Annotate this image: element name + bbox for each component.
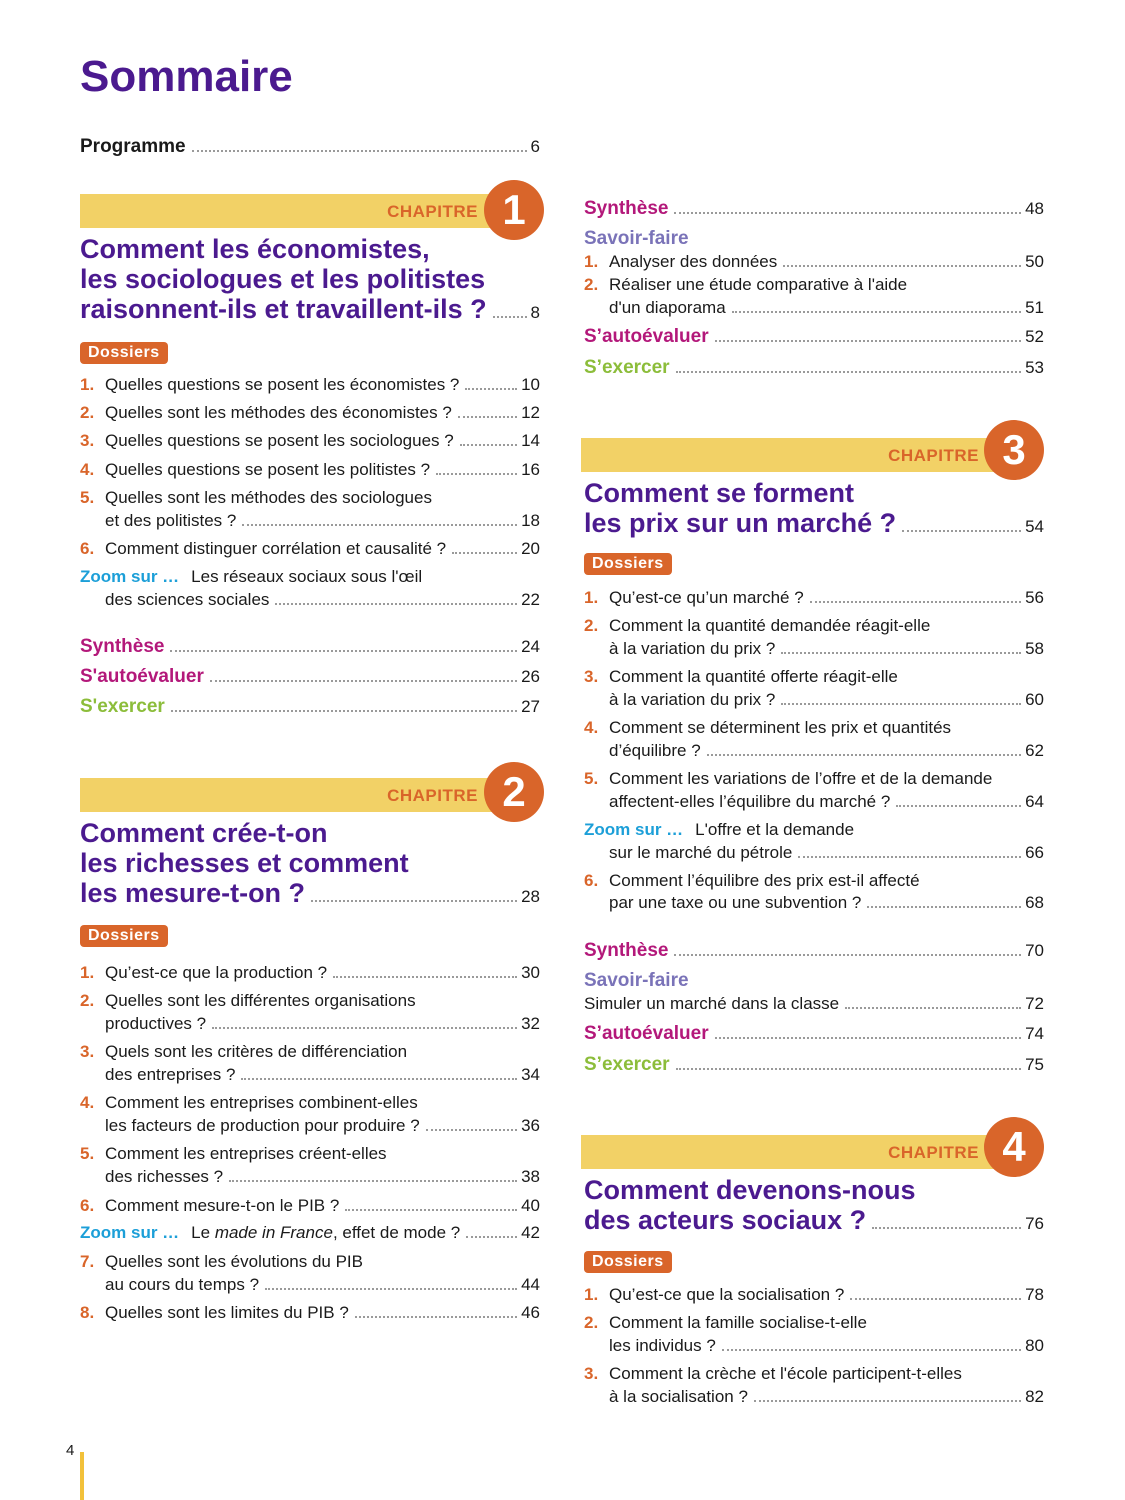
toc-entry[interactable]: 8. Quelles sont les limites du PIB ? 46 xyxy=(80,1303,540,1322)
page-number: 54 xyxy=(1025,517,1044,536)
chapter-2-bar xyxy=(80,778,520,812)
chapter-1-bar xyxy=(80,194,520,228)
chapter-3-title-line[interactable]: Comment se forment xyxy=(584,478,855,508)
zoom-label: Zoom sur … xyxy=(584,820,684,839)
chapter-2-title-line[interactable]: Comment crée-t-on xyxy=(80,818,328,848)
toc-entry-line[interactable]: 2. Comment la famille socialise-t-elle xyxy=(584,1313,867,1332)
toc-entry[interactable]: affectent-elles l’équilibre du marché ? 64 xyxy=(609,792,1044,811)
toc-entry[interactable]: les facteurs de production pour produire ? 36 xyxy=(105,1116,540,1135)
toc-entry-line[interactable]: 2. Réaliser une étude comparative à l'aide xyxy=(584,275,908,294)
toc-entry-line[interactable]: 5. Comment les entreprises créent-elles xyxy=(80,1144,387,1163)
zoom-label: Zoom sur … xyxy=(80,567,180,586)
toc-entry[interactable]: 6. Comment mesure-t-on le PIB ? 40 xyxy=(80,1196,540,1215)
toc-entry[interactable]: 3. Quelles questions se posent les sociologues ? 14 xyxy=(80,431,540,450)
toc-entry-line[interactable]: 3. Comment la crèche et l'école participent-t-elles xyxy=(584,1364,962,1383)
dossiers-badge: Dossiers xyxy=(80,342,168,364)
zoom-entry-line[interactable]: Zoom sur … Les réseaux sociaux sous l'œil xyxy=(80,567,423,586)
page-footer-bar xyxy=(80,1452,84,1500)
chapter-4-number: 4 xyxy=(984,1117,1044,1177)
zoom-entry[interactable]: sur le marché du pétrole 66 xyxy=(609,843,1044,862)
toc-entry-line[interactable]: 5. Comment les variations de l’offre et de la demande xyxy=(584,769,993,788)
page-number: 8 xyxy=(530,303,540,322)
chapter-2-title-entry[interactable] xyxy=(80,878,540,908)
zoom-entry-line[interactable]: Zoom sur … L'offre et la demande xyxy=(584,820,855,839)
chapter-label: CHAPITRE xyxy=(387,786,478,805)
chapter-label: CHAPITRE xyxy=(888,1143,979,1162)
chapter-1-title-line: raisonnent-ils et travaillent-ils ? xyxy=(80,294,487,324)
toc-entry[interactable]: 1. Qu’est-ce qu’un marché ? 56 xyxy=(584,588,1044,607)
toc-entry[interactable]: 1. Qu’est-ce que la production ? 30 xyxy=(80,963,540,982)
toc-entry-line[interactable]: 2. Comment la quantité demandée réagit-elle xyxy=(584,616,931,635)
chapter-3-title-line: les prix sur un marché ? xyxy=(584,508,897,538)
dossiers-badge: Dossiers xyxy=(584,553,672,575)
chapter-1-number: 1 xyxy=(484,180,544,240)
chapter-label: CHAPITRE xyxy=(387,202,478,221)
page-number: 28 xyxy=(521,887,540,906)
chapter-2-title-line[interactable]: les richesses et comment xyxy=(80,848,409,878)
exercer-entry[interactable]: S’exercer 75 xyxy=(584,1054,1044,1075)
toc-entry-line[interactable]: 2. Quelles sont les différentes organisations xyxy=(80,991,416,1010)
savoir-faire-heading: Savoir-faire xyxy=(584,970,689,991)
zoom-entry[interactable]: Zoom sur … Le made in France, effet de mode ? 42 xyxy=(80,1223,540,1242)
toc-entry[interactable]: 2. Quelles sont les méthodes des économistes ? 12 xyxy=(80,403,540,422)
page-number: 76 xyxy=(1025,1214,1044,1233)
chapter-label: CHAPITRE xyxy=(888,446,979,465)
toc-entry[interactable]: d’équilibre ? 62 xyxy=(609,741,1044,760)
savoir-faire-heading: Savoir-faire xyxy=(584,228,689,249)
chapter-2-number: 2 xyxy=(484,762,544,822)
toc-entry-line[interactable]: 4. Comment se déterminent les prix et quantités xyxy=(584,718,952,737)
exercer-entry[interactable]: S'exercer 27 xyxy=(80,696,540,717)
programme-entry[interactable] xyxy=(80,136,540,158)
page-number: 6 xyxy=(530,137,540,156)
toc-entry[interactable]: et des politistes ? 18 xyxy=(105,511,540,530)
page-number-footer: 4 xyxy=(66,1442,75,1459)
chapter-3-number: 3 xyxy=(984,420,1044,480)
toc-entry[interactable]: 4. Quelles questions se posent les politistes ? 16 xyxy=(80,460,540,479)
dossiers-badge: Dossiers xyxy=(80,925,168,947)
programme-label: Programme xyxy=(80,136,186,157)
toc-entry[interactable]: 1. Quelles questions se posent les économistes ? 10 xyxy=(80,375,540,394)
chapter-4-title-entry[interactable] xyxy=(584,1205,1044,1235)
autoevaluer-entry[interactable]: S’autoévaluer 74 xyxy=(584,1023,1044,1044)
toc-entry[interactable]: à la variation du prix ? 60 xyxy=(609,690,1044,709)
toc-entry[interactable]: Simuler un marché dans la classe 72 xyxy=(584,994,1044,1013)
toc-entry[interactable]: les individus ? 80 xyxy=(609,1336,1044,1355)
chapter-2-title-line: les mesure-t-on ? xyxy=(80,878,306,908)
toc-entry[interactable]: par une taxe ou une subvention ? 68 xyxy=(609,893,1044,912)
toc-entry-line[interactable]: 3. Quels sont les critères de différenciation xyxy=(80,1042,408,1061)
toc-entry-line[interactable]: 6. Comment l’équilibre des prix est-il affecté xyxy=(584,871,920,890)
toc-entry[interactable]: des richesses ? 38 xyxy=(105,1167,540,1186)
synthese-entry[interactable]: Synthèse 70 xyxy=(584,940,1044,961)
toc-entry[interactable]: d'un diaporama 51 xyxy=(609,298,1044,317)
toc-entry[interactable]: à la socialisation ? 82 xyxy=(609,1387,1044,1406)
toc-entry-line[interactable]: 3. Comment la quantité offerte réagit-elle xyxy=(584,667,898,686)
toc-entry[interactable]: 1. Qu’est-ce que la socialisation ? 78 xyxy=(584,1285,1044,1304)
toc-entry[interactable]: à la variation du prix ? 58 xyxy=(609,639,1044,658)
toc-entry[interactable]: des entreprises ? 34 xyxy=(105,1065,540,1084)
toc-entry[interactable]: 1. Analyser des données 50 xyxy=(584,252,1044,271)
chapter-1-title-line[interactable]: Comment les économistes, xyxy=(80,234,430,264)
zoom-entry[interactable]: des sciences sociales 22 xyxy=(105,590,540,609)
chapter-3-title-entry[interactable] xyxy=(584,508,1044,538)
chapter-4-bar xyxy=(581,1135,1021,1169)
toc-entry[interactable]: 6. Comment distinguer corrélation et causalité ? 20 xyxy=(80,539,540,558)
page-title: Sommaire xyxy=(80,52,293,101)
chapter-1-title-entry[interactable] xyxy=(80,294,540,324)
exercer-entry[interactable]: S’exercer 53 xyxy=(584,357,1044,378)
chapter-3-bar xyxy=(581,438,1021,472)
dossiers-badge: Dossiers xyxy=(584,1251,672,1273)
chapter-1-title-line[interactable]: les sociologues et les politistes xyxy=(80,264,486,294)
synthese-entry[interactable]: Synthèse 48 xyxy=(584,198,1044,219)
chapter-4-title-line[interactable]: Comment devenons-nous xyxy=(584,1175,916,1205)
toc-entry-line[interactable]: 7. Quelles sont les évolutions du PIB xyxy=(80,1252,363,1271)
zoom-label: Zoom sur … xyxy=(80,1223,180,1242)
toc-entry-line[interactable]: 5. Quelles sont les méthodes des sociologues xyxy=(80,488,432,507)
autoevaluer-entry[interactable]: S'autoévaluer 26 xyxy=(80,666,540,687)
toc-entry[interactable]: productives ? 32 xyxy=(105,1014,540,1033)
autoevaluer-entry[interactable]: S’autoévaluer 52 xyxy=(584,326,1044,347)
toc-entry-line[interactable]: 4. Comment les entreprises combinent-elles xyxy=(80,1093,418,1112)
toc-entry[interactable]: au cours du temps ? 44 xyxy=(105,1275,540,1294)
chapter-4-title-line: des acteurs sociaux ? xyxy=(584,1205,867,1235)
synthese-entry[interactable]: Synthèse 24 xyxy=(80,636,540,657)
